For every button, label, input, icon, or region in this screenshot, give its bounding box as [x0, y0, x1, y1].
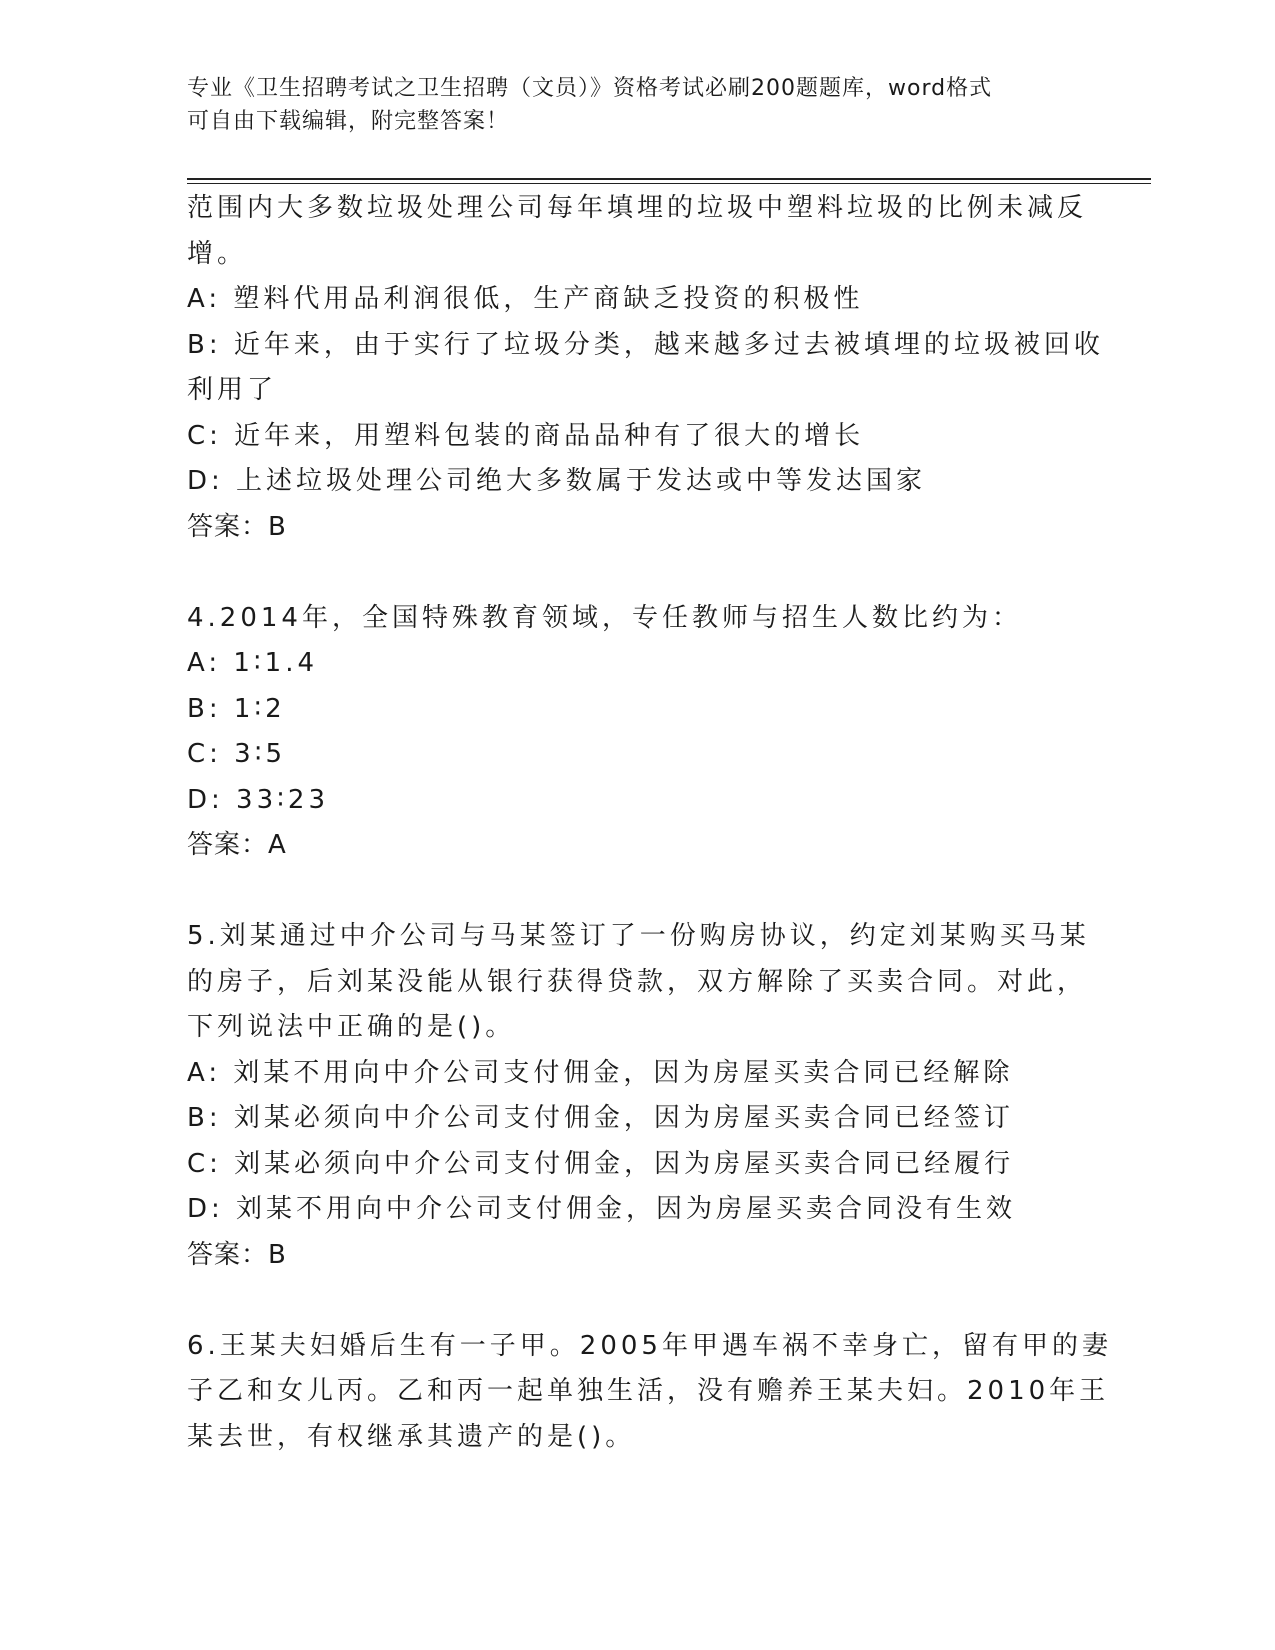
option-c: C: 刘某必须向中介公司支付佣金，因为房屋买卖合同已经履行 [187, 1148, 1015, 1179]
answer-line: 答案：B [187, 511, 287, 542]
question-stem-line: 增。 [187, 238, 248, 269]
option-b-cont: 利用了 [187, 375, 278, 405]
question-3 [187, 186, 1104, 550]
question-stem-line: 下列说法中正确的是()。 [187, 1012, 516, 1042]
question-stem-line: 子乙和女儿丙。乙和丙一起单独生活，没有赡养王某夫妇。2010年王 [187, 1376, 1110, 1406]
option-b: B: 近年来，由于实行了垃圾分类，越来越多过去被填埋的垃圾被回收 [187, 329, 1104, 360]
spacer [187, 1278, 1087, 1324]
question-5 [187, 914, 1090, 1278]
option-a: A: 1∶1.4 [187, 648, 319, 678]
header-line-2: 可自由下载编辑，附完整答案！ [187, 109, 510, 134]
option-a: A: 刘某不用向中介公司支付佣金，因为房屋买卖合同已经解除 [187, 1057, 1014, 1088]
option-c: C: 近年来，用塑料包装的商品品种有了很大的增长 [187, 420, 865, 451]
question-content [187, 186, 1112, 1460]
option-a: A: 塑料代用品利润很低，生产商缺乏投资的积极性 [187, 284, 864, 314]
header-divider-thin [187, 183, 1151, 184]
option-d: D: 33∶23 [187, 784, 329, 815]
question-stem-line: 4.2014年，全国特殊教育领域，专任教师与招生人数比约为： [187, 602, 1022, 633]
option-c: C: 3∶5 [187, 739, 287, 769]
option-d: D: 刘某不用向中介公司支付佣金，因为房屋买卖合同没有生效 [187, 1194, 1017, 1224]
answer-line: 答案：B [187, 1239, 287, 1270]
question-stem-line: 6.王某夫妇婚后生有一子甲。2005年甲遇车祸不幸身亡，留有甲的妻 [187, 1330, 1112, 1361]
page-header [187, 72, 1087, 138]
question-4 [187, 596, 1087, 869]
spacer [187, 869, 1087, 915]
question-stem-line: 范围内大多数垃圾处理公司每年填埋的垃圾中塑料垃圾的比例未减反 [187, 193, 1088, 223]
option-b: B: 刘某必须向中介公司支付佣金，因为房屋买卖合同已经签订 [187, 1103, 1014, 1133]
question-stem-line: 某去世，有权继承其遗产的是()。 [187, 1421, 636, 1452]
header-line-1: 专业《卫生招聘考试之卫生招聘（文员）》资格考试必刷200题题库，word格式 [187, 76, 993, 101]
question-stem-line: 的房子，后刘某没能从银行获得贷款，双方解除了买卖合同。对此， [187, 966, 1088, 997]
option-d: D: 上述垃圾处理公司绝大多数属于发达或中等发达国家 [187, 466, 927, 496]
option-b: B: 1∶2 [187, 693, 286, 724]
question-stem-line: 5.刘某通过中介公司与马某签订了一份购房协议，约定刘某购买马某 [187, 921, 1090, 951]
answer-line: 答案：A [187, 830, 287, 860]
question-6 [187, 1324, 1112, 1461]
spacer [187, 550, 1087, 596]
header-divider-thick [187, 178, 1151, 180]
